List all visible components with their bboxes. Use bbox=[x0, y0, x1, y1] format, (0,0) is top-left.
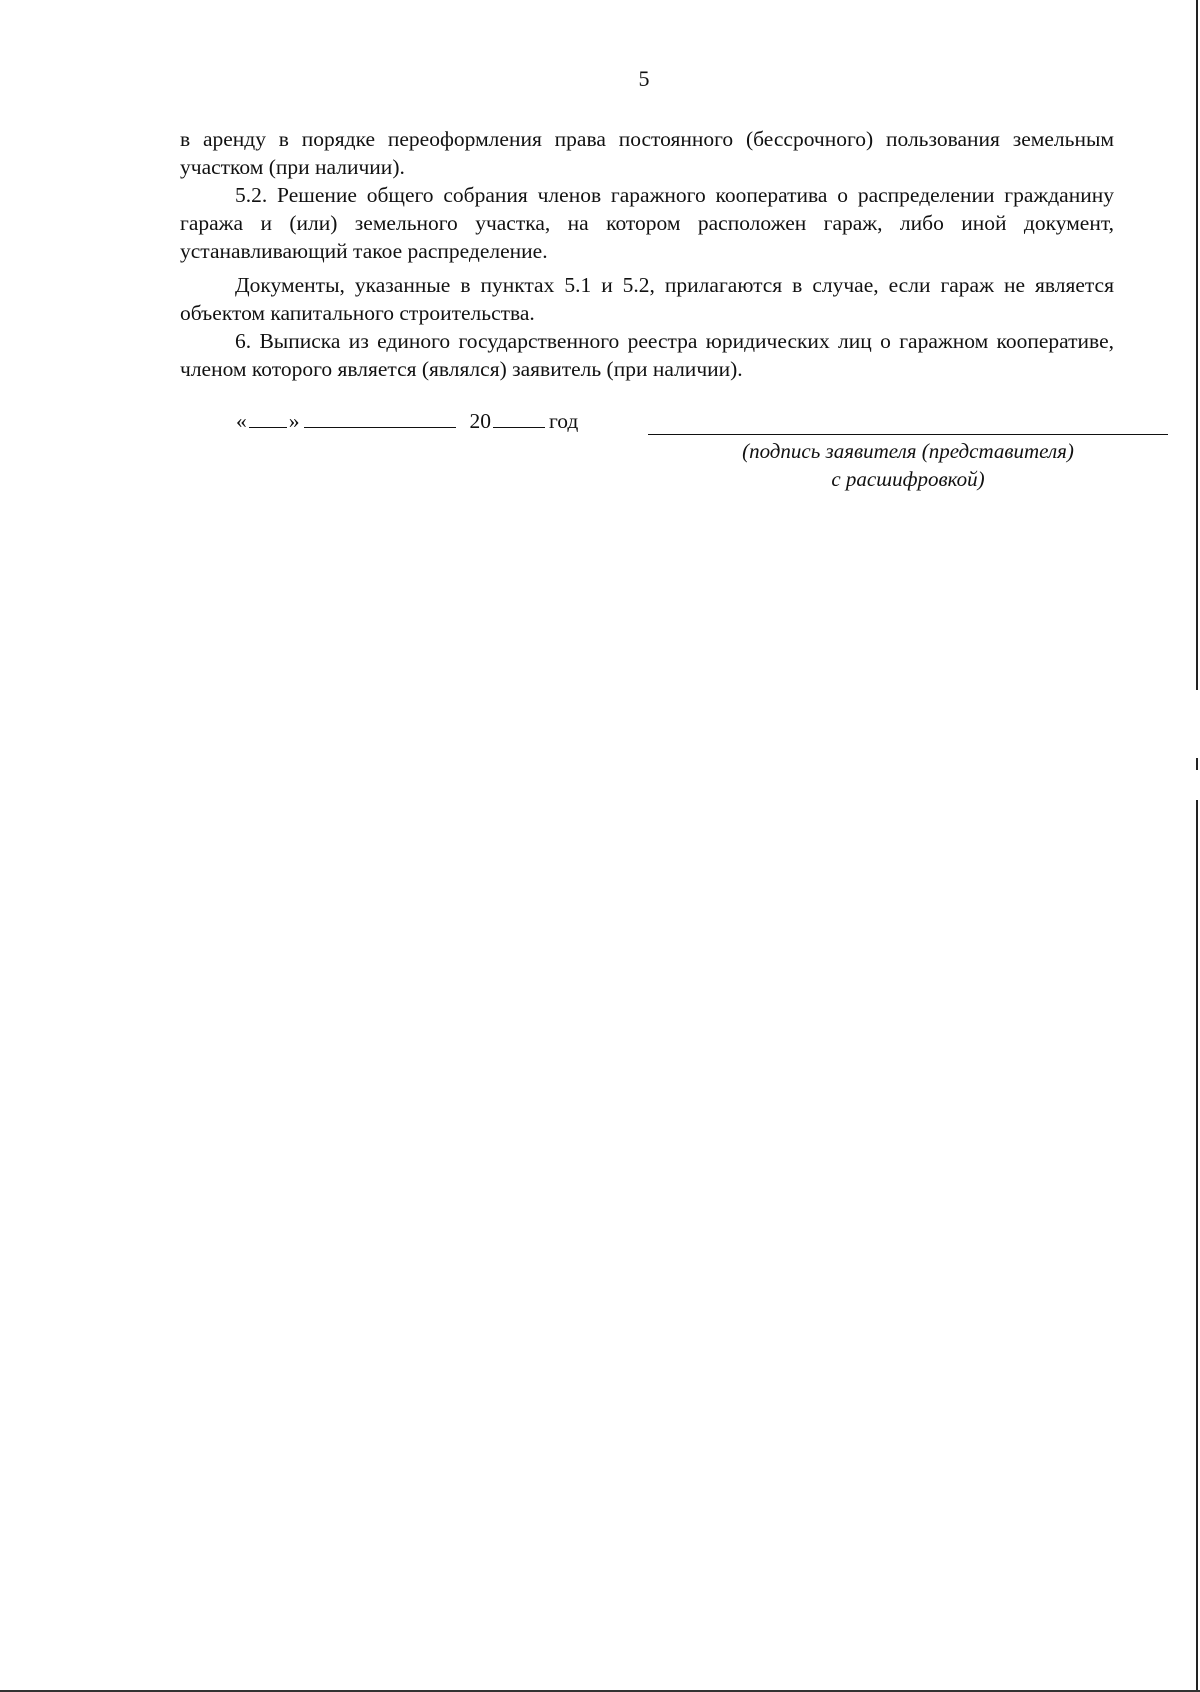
paragraph-item-5-2: 5.2. Решение общего собрания членов гаражного кооператива о распределении гражданину гаража и (или) земельного участка, на котором расположен гараж, либо иной документ, устанавливающий такое распределение. bbox=[180, 183, 1114, 263]
paragraph-documents-note: Документы, указанные в пунктах 5.1 и 5.2, прилагаются в случае, если гараж не является объектом капитального строительства. bbox=[180, 273, 1114, 325]
date-line bbox=[236, 405, 578, 434]
date-month-field[interactable] bbox=[304, 405, 456, 428]
scan-edge-gap bbox=[1194, 770, 1200, 800]
date-year-prefix: 20 bbox=[469, 409, 491, 433]
date-day-field[interactable] bbox=[249, 405, 287, 428]
document-body bbox=[180, 125, 1114, 383]
paragraph-item-6: 6. Выписка из единого государственного реестра юридических лиц о гаражном кооперативе, членом которого является (являлся) заявитель (при наличии). bbox=[180, 329, 1114, 381]
signature-field[interactable] bbox=[648, 434, 1168, 435]
signature-caption bbox=[648, 437, 1168, 493]
signature-caption-line-2: с расшифровкой) bbox=[831, 467, 985, 491]
paragraph-continuation: в аренду в порядке переоформления права постоянного (бессрочного) пользования земельным участком (при наличии). bbox=[180, 127, 1114, 179]
date-close-quote: » bbox=[288, 409, 300, 433]
page-number: 5 bbox=[638, 66, 650, 91]
scan-edge-right bbox=[1196, 0, 1198, 1692]
date-year-suffix: год bbox=[549, 409, 579, 433]
date-open-quote: « bbox=[236, 409, 247, 433]
signature-caption-line-1: (подпись заявителя (представителя) bbox=[742, 439, 1074, 463]
date-year-field[interactable] bbox=[493, 405, 545, 428]
scan-edge-gap bbox=[1194, 690, 1200, 758]
